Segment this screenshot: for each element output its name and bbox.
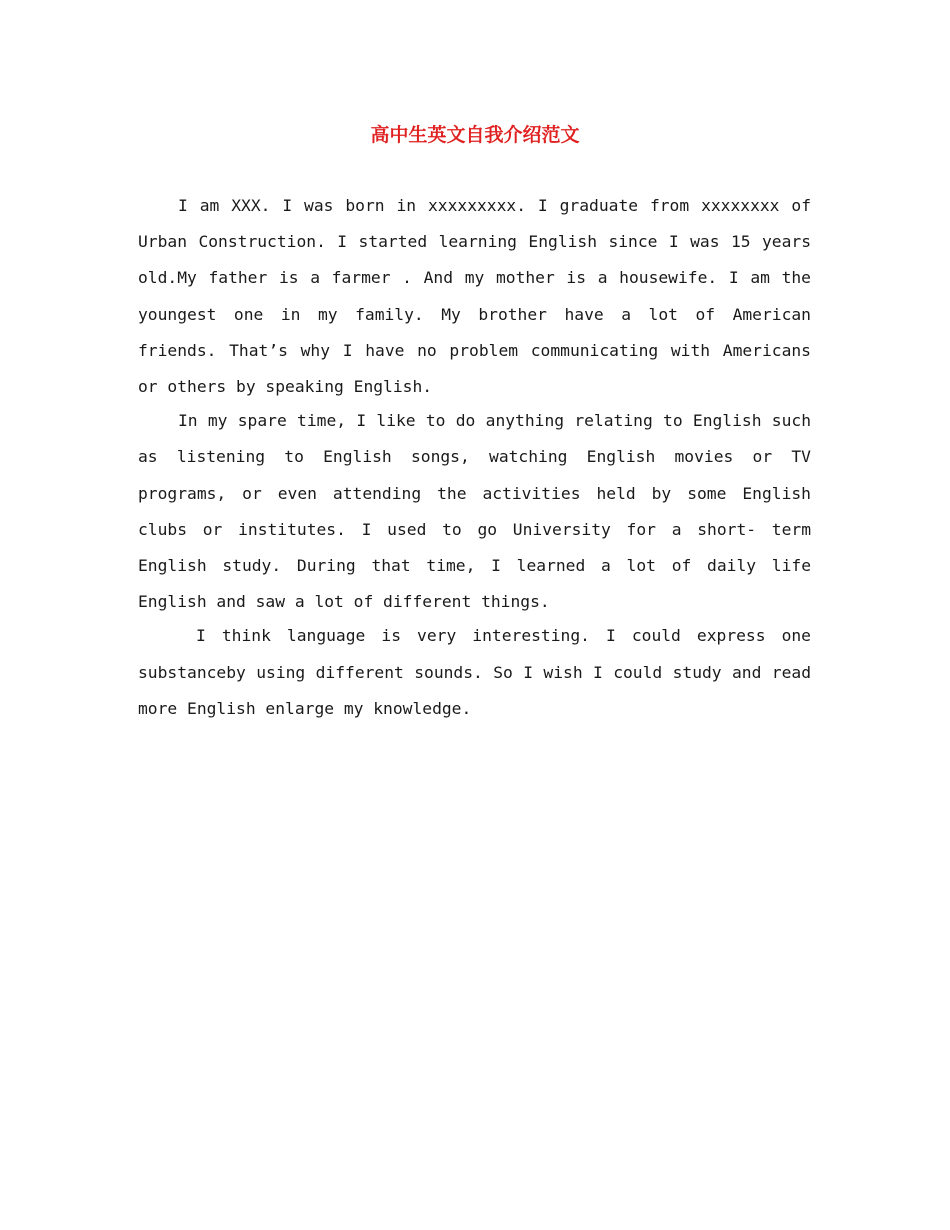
paragraph-3: I think language is very interesting. I could express one substanceby using different sounds. So I wish I could study and read more English enlarge my knowledge. — [138, 626, 811, 718]
paragraph-2: In my spare time, I like to do anything relating to English such as listening to English songs, watching English movies or TV programs, or even attending the activities held by some English clubs or institutes. I used to go University for a short- term English study. During that time, I learned a lot of daily life English and saw a lot of different things. — [138, 411, 811, 612]
document-body — [138, 188, 811, 725]
paragraph-1: I am XXX. I was born in xxxxxxxxx. I graduate from xxxxxxxx of Urban Construction. I started learning English since I was 15 years old.My father is a farmer . And my mother is a housewife. I am the youngest one in my family. My brother have a lot of American friends. That’s why I have no problem communicating with Americans or others by speaking English. — [138, 196, 811, 397]
document-title: 高中生英文自我介绍范文 — [370, 124, 580, 146]
